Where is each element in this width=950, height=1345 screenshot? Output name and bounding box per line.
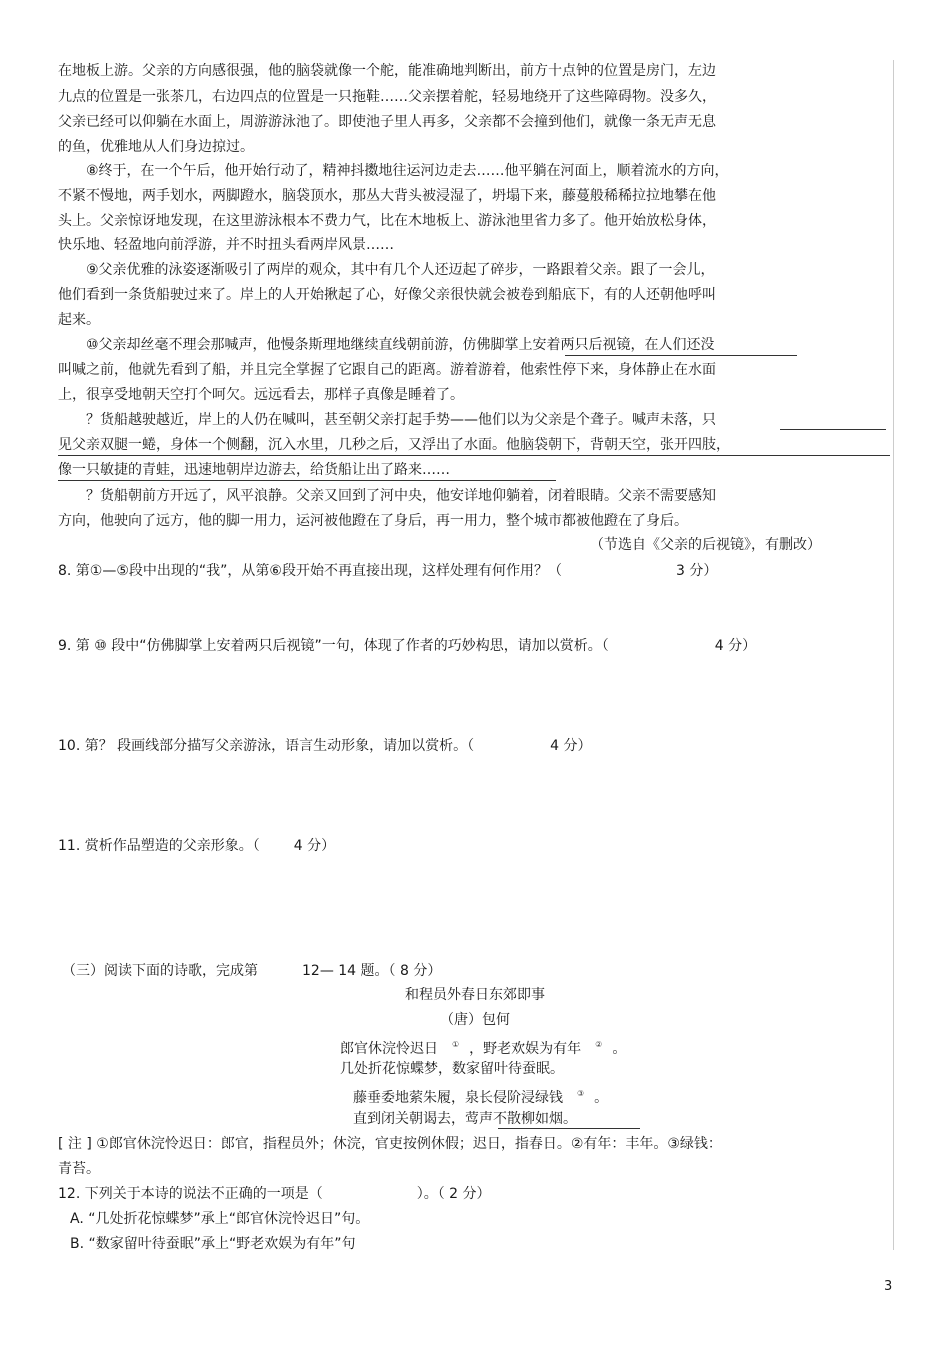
underline <box>58 480 556 481</box>
poem-note: 青苔。 <box>58 1161 100 1177</box>
poem-line: 直到闭关朝谒去，莺声不散柳如烟。 <box>353 1111 577 1127</box>
poem-author: （唐）包何 <box>440 1012 510 1028</box>
passage-line: 在地板上游。父亲的方向感很强，他的脑袋就像一个舵，能准确地判断出，前方十点钟的位置是房门，左边 <box>58 63 716 79</box>
question-11: 11. 赏析作品塑造的父亲形象。（ 4 分） <box>58 838 336 854</box>
passage-line: 他们看到一条货船驶过来了。岸上的人开始揪起了心，好像父亲很快就会被卷到船底下，有的人还朝他呼叫 <box>58 287 716 303</box>
question-12: 12. 下列关于本诗的说法不正确的一项是（ ）。（ 2 分） <box>58 1186 491 1202</box>
option-b: B. “数家留叶待蚕眠”承上“野老欢娱为有年”句 <box>70 1236 356 1252</box>
passage-line: 叫喊之前，他就先看到了船，并且完全掌握了它跟自己的距离。游着游着，他索性停下来，身体静止在水面 <box>58 362 716 378</box>
question-8: 8. 第①—⑤段中出现的“我”，从第⑥段开始不再直接出现，这样处理有何作用？（ 3 分） <box>58 563 718 579</box>
section3-prompt: （三）阅读下面的诗歌，完成第 12— 14 题。（ 8 分） <box>62 963 442 979</box>
poem-note: [ 注 ] ①郎官休浣怜迟日：郎官，指程员外；休浣，官吏按例休假；迟日，指春日。②有年：丰年。③绿钱： <box>58 1136 722 1152</box>
source-note: （节选自《父亲的后视镜》，有删改） <box>590 537 821 553</box>
poem-line: 几处折花惊蝶梦，数家留叶待蚕眠。 <box>340 1061 564 1077</box>
poem-title: 和程员外春日东郊即事 <box>405 987 545 1003</box>
question-9: 9. 第 ⑩ 段中“仿佛脚掌上安着两只后视镜”一句，体现了作者的巧妙构思，请加以赏析。（ 4 分） <box>58 638 757 654</box>
passage-line: 快乐地、轻盈地向前浮游，并不时扭头看两岸风景…… <box>58 237 394 253</box>
passage-line: ⑨父亲优雅的泳姿逐渐吸引了两岸的观众，其中有几个人还迈起了碎步，一路跟着父亲。跟了一会儿， <box>86 262 715 278</box>
passage-line: 父亲已经可以仰躺在水面上，周游游泳池了。即使池子里人再多，父亲都不会撞到他们，就像一条无声无息 <box>58 114 716 130</box>
poem-line: 藤垂委地萦朱履，泉长侵阶浸绿钱 ③ 。 <box>353 1089 609 1106</box>
underline <box>58 455 890 456</box>
passage-line-underlined: 见父亲双腿一蜷，身体一个侧翻，沉入水里，几秒之后，又浮出了水面。他脑袋朝下，背朝天空，张开四肢， <box>58 437 730 453</box>
passage-line: 上，很享受地朝天空打个呵欠。远远看去，那样子真像是睡着了。 <box>58 387 464 403</box>
page-number: 3 <box>884 1279 893 1294</box>
underline <box>565 355 797 356</box>
underline <box>780 429 886 430</box>
passage-line: 头上。父亲惊讶地发现，在这里游泳根本不费力气，比在木地板上、游泳池里省力多了。他开始放松身体， <box>58 213 716 229</box>
passage-line: ？货船朝前方开远了，风平浪静。父亲又回到了河中央，他安详地仰躺着，闭着眼睛。父亲不需要感知 <box>86 488 716 504</box>
passage-line: 的鱼，优雅地从人们身边掠过。 <box>58 139 254 155</box>
passage-line: 不紧不慢地，两手划水，两脚蹬水，脑袋顶水，那丛大背头被浸湿了，坍塌下来，藤蔓般稀稀拉拉地攀在他 <box>58 188 716 204</box>
passage-line: 九点的位置是一张茶几，右边四点的位置是一只拖鞋……父亲摆着舵，轻易地绕开了这些障碍物。没多久， <box>58 89 716 105</box>
passage-line: 方向，他驶向了远方，他的脚一用力，运河被他蹬在了身后，再一用力，整个城市都被他蹬在了身后。 <box>58 513 688 529</box>
question-10: 10. 第？ 段画线部分描写父亲游泳，语言生动形象，请加以赏析。（ 4 分） <box>58 738 592 754</box>
passage-line-underlined: 像一只敏捷的青蛙，迅速地朝岸边游去，给货船让出了路来…… <box>58 462 450 478</box>
option-a: A. “几处折花惊蝶梦”承上“郎官休浣怜迟日”句。 <box>70 1211 370 1227</box>
passage-line: ⑧终于，在一个午后，他开始行动了，精神抖擞地往运河边走去……他平躺在河面上，顺着流水的方向， <box>86 163 729 179</box>
passage-line: 起来。 <box>58 312 100 328</box>
passage-line: ⑩父亲却丝毫不理会那喊声，他慢条斯理地继续直线朝前游，仿佛脚掌上安着两只后视镜，在人们还没 <box>86 337 715 353</box>
passage-line: ？货船越驶越近，岸上的人仍在喊叫，甚至朝父亲打起手势——他们以为父亲是个聋子。喊声未落，只 <box>86 412 716 428</box>
poem-line: 郎官休浣怜迟日 ① ，野老欢娱为有年 ② 。 <box>340 1040 627 1057</box>
right-margin-line <box>893 60 894 1250</box>
underline <box>498 1128 640 1129</box>
